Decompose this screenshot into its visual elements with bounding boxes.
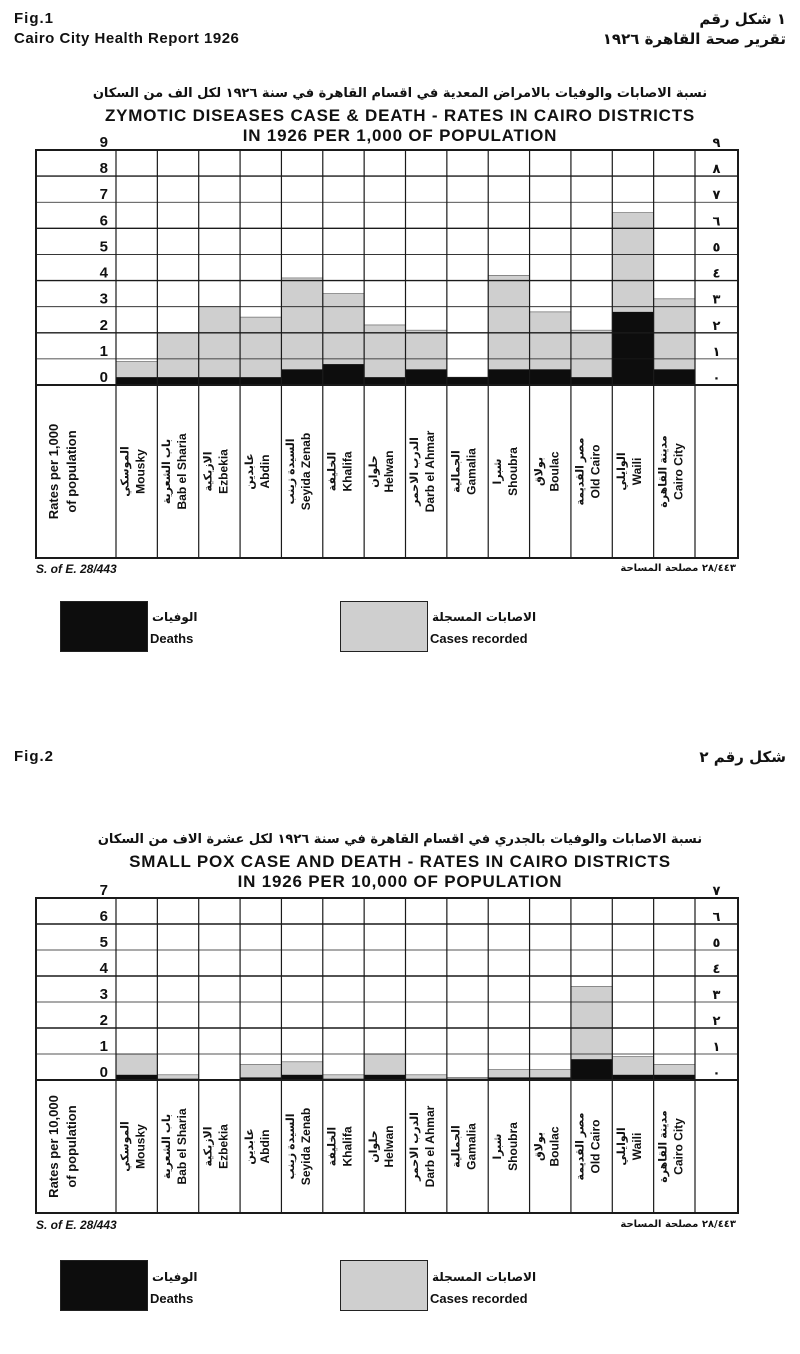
- fig1-title-line2: IN 1926 PER 1,000 OF POPULATION: [242, 126, 558, 145]
- fig2-xlabel-11: Old Cairo: [588, 1119, 603, 1174]
- fig1-ytick-arabic-1: ١: [712, 343, 721, 359]
- fig1-ytick-arabic-8: ٨: [712, 161, 721, 177]
- fig1-ytick-arabic-5: ٥: [712, 239, 721, 255]
- fig1-xlabel-arabic-4: السيدة زينب: [285, 438, 298, 505]
- fig1-xlabel-arabic-12: الوايلي: [615, 452, 628, 491]
- fig2-ytick-4: 4: [99, 960, 108, 977]
- fig1-ytick-9: 9: [99, 134, 108, 151]
- fig1-bar-cases-6: [364, 325, 405, 385]
- fig1-xlabel-arabic-7: الدرب الاحمر: [409, 437, 422, 506]
- fig1-xlabel-8: Gamalia: [464, 448, 479, 495]
- fig1-legend-cases-swatch: [340, 601, 428, 652]
- fig1-xlabel-13: Cairo City: [671, 443, 686, 500]
- fig1-ytick-8: 8: [99, 160, 108, 178]
- fig1-xlabel-arabic-5: الخليفة: [326, 451, 339, 492]
- fig2-xlabel-1: Bab el Sharia: [175, 1108, 190, 1185]
- fig2-xlabel-arabic-6: حلوان: [367, 1130, 380, 1163]
- fig2-ytick-arabic-5: ٥: [712, 935, 721, 950]
- fig1-ytick-0: 0: [99, 369, 108, 386]
- fig1-bar-deaths-1: [157, 377, 198, 385]
- fig1-xlabel-5: Khalifa: [340, 451, 355, 492]
- fig1-xlabel-9: Shoubra: [505, 447, 520, 496]
- fig1-title-arabic: نسبة الاصابات والوفيات بالامراض المعدية في اقسام القاهرة في سنة ١٩٢٦ لكل الف من السكان: [92, 86, 708, 101]
- fig1-legend-deaths-label: Deaths: [150, 631, 194, 646]
- fig1-ylabel-line1: Rates per 1,000: [46, 423, 61, 520]
- fig2-xlabel-9: Shoubra: [505, 1122, 520, 1171]
- fig1-xlabel-10: Boulac: [547, 451, 562, 492]
- fig1-xlabel-0: Mousky: [133, 449, 148, 494]
- fig1-bar-deaths-9: [488, 369, 529, 385]
- fig1-bar-cases-3: [240, 317, 281, 385]
- fig2-xlabel-8: Gamalia: [464, 1123, 479, 1170]
- fig1-ytick-arabic-3: ٣: [712, 291, 721, 307]
- fig2-xlabel-3: Abdin: [257, 1129, 272, 1164]
- fig2-legend-deaths-label: Deaths: [150, 1291, 194, 1306]
- fig2-xlabel-7: Darb el Ahmar: [423, 1105, 438, 1188]
- fig1-xlabel-arabic-1: باب الشعرية: [161, 438, 174, 505]
- fig1-ytick-arabic-9: ٩: [712, 135, 721, 150]
- fig1-xlabel-12: Waili: [629, 457, 644, 486]
- fig1-xlabel-arabic-9: شبرا: [491, 458, 504, 485]
- fig1-bar-deaths-6: [364, 377, 405, 385]
- fig2-xlabel-arabic-0: الموسكي: [119, 1121, 132, 1172]
- fig1-xlabel-11: Old Cairo: [588, 444, 603, 499]
- fig1-xlabel-3: Abdin: [257, 454, 272, 489]
- fig1-label-arabic: ١ شكل رقم: [699, 10, 786, 28]
- fig2-label-arabic: شكل رقم ٢: [699, 748, 786, 766]
- fig1-xlabel-7: Darb el Ahmar: [423, 430, 438, 513]
- fig2-xlabel-arabic-13: مدينة القاهرة: [657, 1110, 670, 1183]
- fig1-ytick-arabic-4: ٤: [712, 265, 721, 281]
- fig1-title-line1: ZYMOTIC DISEASES CASE & DEATH - RATES IN CAIRO DISTRICTS: [104, 106, 696, 125]
- report-title-arabic: تقرير صحة القاهرة ١٩٢٦: [602, 30, 786, 48]
- fig2-xlabel-arabic-7: الدرب الاحمر: [409, 1112, 422, 1181]
- fig2-xlabel-arabic-8: الجمالية: [450, 1125, 463, 1168]
- fig2-ytick-2: 2: [99, 1012, 108, 1029]
- report-title: Cairo City Health Report 1926: [14, 30, 240, 47]
- fig1-ytick-arabic-2: ٢: [712, 317, 721, 333]
- fig1-bar-deaths-13: [654, 369, 695, 385]
- fig2-xlabel-arabic-11: مصر القديمة: [574, 1112, 587, 1181]
- fig1-bar-deaths-2: [199, 377, 240, 385]
- fig2-xlabel-5: Khalifa: [340, 1126, 355, 1167]
- fig2-ylabel-line1: Rates per 10,000: [46, 1095, 61, 1198]
- fig1-bar-cases-11: [571, 330, 612, 385]
- fig1-bar-cases-4: [281, 278, 322, 385]
- fig2-ytick-arabic-6: ٦: [712, 909, 721, 924]
- fig1-legend-deaths-arabic: الوفيات: [152, 610, 198, 624]
- fig1-xlabel-arabic-8: الجمالية: [450, 450, 463, 493]
- fig1-bar-deaths-12: [612, 312, 653, 385]
- fig2-xlabel-2: Ezbekia: [216, 1124, 231, 1169]
- fig2-xlabel-0: Mousky: [133, 1124, 148, 1169]
- fig2-legend-cases-arabic: الاصابات المسجلة: [432, 1270, 537, 1284]
- fig1-xlabel-4: Seyida Zenab: [299, 432, 314, 511]
- fig2-ytick-arabic-7: ٧: [712, 883, 721, 898]
- fig1-bar-deaths-0: [116, 377, 157, 385]
- fig2-title-line2: IN 1926 PER 10,000 OF POPULATION: [237, 872, 563, 891]
- fig2-title-arabic: نسبة الاصابات والوفيات بالجدري في اقسام القاهرة في سنة ١٩٢٦ لكل عشرة الاف من السكان: [97, 832, 703, 847]
- fig1-legend-cases-label: Cases recorded: [430, 631, 528, 646]
- fig2-xlabel-6: Helwan: [381, 1125, 396, 1168]
- fig2-xlabel-arabic-1: باب الشعرية: [161, 1113, 174, 1180]
- fig1-label: Fig.1: [14, 10, 55, 27]
- fig1-ytick-arabic-0: ٠: [712, 370, 721, 385]
- fig2-xlabel-4: Seyida Zenab: [299, 1107, 314, 1186]
- fig1-bar-cases-9: [488, 275, 529, 385]
- fig2-xlabel-12: Waili: [629, 1132, 644, 1161]
- fig1-bar-deaths-3: [240, 377, 281, 385]
- fig1-legend-deaths-swatch: [60, 601, 148, 652]
- fig1-xlabel-arabic-10: بولاق: [533, 456, 546, 487]
- fig1-bar-deaths-11: [571, 377, 612, 385]
- fig1-ytick-6: 6: [99, 212, 108, 230]
- fig2-xlabel-arabic-2: الازبكية: [202, 1126, 215, 1167]
- fig1-bar-deaths-4: [281, 369, 322, 385]
- fig1-ytick-4: 4: [99, 264, 108, 282]
- fig2-ytick-arabic-4: ٤: [712, 961, 721, 976]
- fig2-legend-deaths-swatch: [60, 1260, 148, 1311]
- fig1-xlabel-6: Helwan: [381, 450, 396, 493]
- fig2-xlabel-arabic-10: بولاق: [533, 1131, 546, 1162]
- fig2-ylabel-line2: of population: [64, 1105, 79, 1188]
- fig2-xlabel-arabic-12: الوايلي: [615, 1127, 628, 1166]
- fig2-ytick-3: 3: [99, 986, 108, 1003]
- fig1-xlabel-arabic-0: الموسكي: [119, 446, 132, 497]
- fig1-reference: S. of E. 28/443: [36, 562, 117, 576]
- fig1-bar-deaths-8: [447, 377, 488, 385]
- fig2-label: Fig.2: [14, 748, 55, 765]
- fig1-bar-deaths-5: [323, 364, 364, 385]
- fig1-ylabel-line2: of population: [64, 430, 79, 513]
- fig1-legend-cases-arabic: الاصابات المسجلة: [432, 610, 537, 624]
- fig2-title-line1: SMALL POX CASE AND DEATH - RATES IN CAIRO DISTRICTS: [129, 852, 671, 871]
- fig1-xlabel-1: Bab el Sharia: [175, 433, 190, 510]
- fig1-ytick-2: 2: [99, 316, 108, 334]
- fig1-bar-deaths-7: [406, 369, 447, 385]
- fig2-legend-cases-swatch: [340, 1260, 428, 1311]
- fig1-xlabel-arabic-13: مدينة القاهرة: [657, 435, 670, 508]
- fig2-ytick-arabic-3: ٣: [712, 987, 721, 1002]
- fig1-xlabel-arabic-2: الازبكية: [202, 451, 215, 492]
- fig1-ytick-arabic-7: ٧: [712, 187, 721, 203]
- fig2-ytick-arabic-2: ٢: [712, 1013, 721, 1028]
- fig1-ytick-arabic-6: ٦: [712, 213, 721, 229]
- fig2-ytick-7: 7: [99, 882, 108, 899]
- fig2-ytick-arabic-1: ١: [712, 1039, 721, 1054]
- fig1-reference-arabic: ٢٨/٤٤٣ مصلحة المساحة: [620, 563, 736, 574]
- fig2-ytick-6: 6: [99, 908, 108, 925]
- fig2-legend-deaths-arabic: الوفيات: [152, 1270, 198, 1284]
- fig2-bar-deaths-11: [571, 1059, 612, 1080]
- fig2-xlabel-10: Boulac: [547, 1126, 562, 1167]
- fig2-xlabel-arabic-3: عابدين: [243, 1128, 256, 1165]
- fig2-ytick-5: 5: [99, 934, 108, 951]
- fig2-ytick-arabic-0: ٠: [712, 1065, 721, 1080]
- fig1-ytick-7: 7: [99, 186, 108, 204]
- fig1-xlabel-arabic-3: عابدين: [243, 453, 256, 490]
- fig1-xlabel-2: Ezbekia: [216, 449, 231, 494]
- fig1-xlabel-arabic-6: حلوان: [367, 455, 380, 488]
- fig2-reference: S. of E. 28/443: [36, 1218, 117, 1232]
- fig2-ytick-1: 1: [99, 1038, 108, 1055]
- fig2-legend-cases-label: Cases recorded: [430, 1291, 528, 1306]
- fig1-ytick-3: 3: [99, 290, 108, 308]
- fig1-ytick-5: 5: [99, 238, 108, 256]
- fig2-reference-arabic: ٢٨/٤٤٣ مصلحة المساحة: [620, 1219, 736, 1230]
- fig1-xlabel-arabic-11: مصر القديمة: [574, 437, 587, 506]
- fig2-ytick-0: 0: [99, 1064, 108, 1081]
- fig2-xlabel-13: Cairo City: [671, 1118, 686, 1175]
- fig1-ytick-1: 1: [99, 342, 108, 360]
- fig1-bar-cases-2: [199, 307, 240, 385]
- fig2-xlabel-arabic-9: شبرا: [491, 1133, 504, 1160]
- fig2-xlabel-arabic-5: الخليفة: [326, 1126, 339, 1167]
- fig2-xlabel-arabic-4: السيدة زينب: [285, 1113, 298, 1180]
- fig1-bar-deaths-10: [530, 369, 571, 385]
